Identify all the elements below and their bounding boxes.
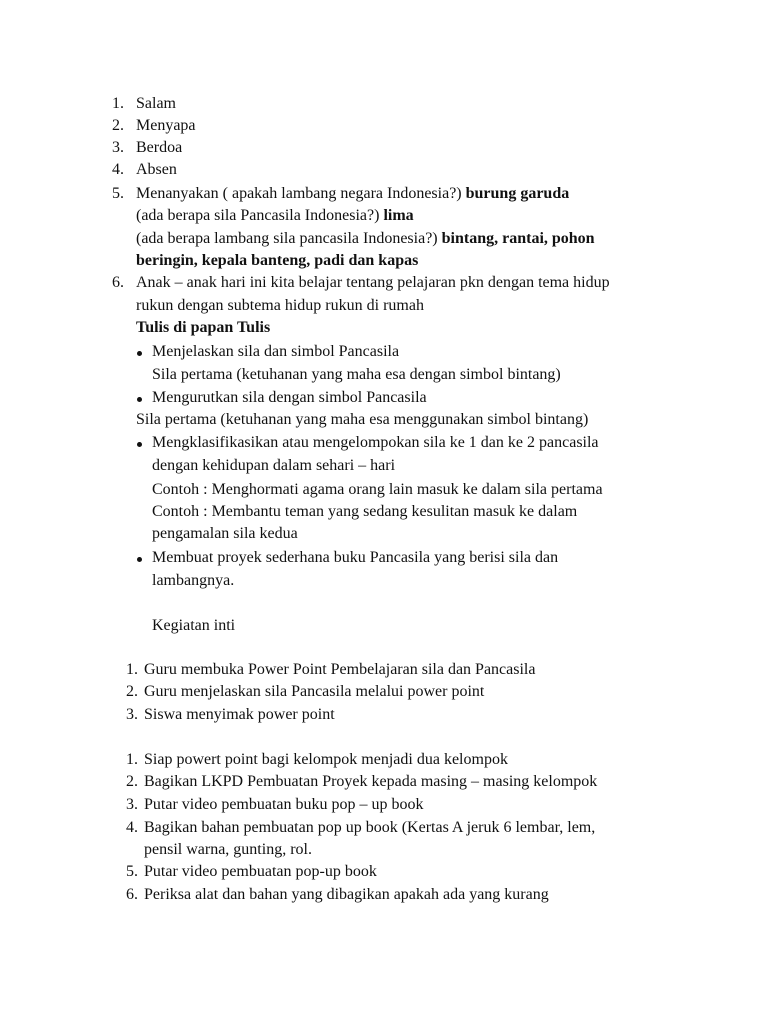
question-text: (ada berapa lambang sila pancasila Indonesia?) [136, 230, 442, 247]
list-item-continuation: rukun dengan subtema hidup rukun di rumah [136, 297, 424, 314]
list-item: Bagikan bahan pembuatan pop up book (Kertas A jeruk 6 lembar, lem, [144, 819, 596, 836]
list-item: Anak – anak hari ini kita belajar tentang pelajaran pkn dengan tema hidup [136, 274, 610, 291]
list-item-continuation [136, 250, 418, 272]
bullet-item: Mengklasifikasikan atau mengelompokan sila ke 1 dan ke 2 pancasila [152, 434, 599, 451]
bullet-item-continuation: Sila pertama (ketuhanan yang maha esa dengan simbol bintang) [152, 366, 561, 383]
list-item: Siswa menyimak power point [144, 706, 335, 723]
list-number: 1. [112, 95, 124, 112]
list-item-continuation [136, 228, 595, 250]
list-item: Periksa alat dan bahan yang dibagikan apakah ada yang kurang [144, 886, 549, 903]
list-item: Bagikan LKPD Pembuatan Proyek kepada masing – masing kelompok [144, 773, 598, 790]
question-text: Menanyakan ( apakah lambang negara Indonesia?) [136, 185, 466, 202]
list-number: 6. [126, 886, 138, 903]
list-item: Putar video pembuatan buku pop – up book [144, 796, 424, 813]
bullet-item-continuation: lambangnya. [152, 572, 235, 589]
list-number: 1. [126, 661, 138, 678]
list-item: Siap powert point bagi kelompok menjadi dua kelompok [144, 751, 508, 768]
list-number: 2. [126, 683, 138, 700]
list-item: Salam [136, 95, 176, 112]
bullet-icon [137, 351, 142, 356]
list-item: Menyapa [136, 117, 196, 134]
answer-text: lima [383, 207, 414, 224]
list-item-continuation [136, 205, 414, 227]
bullet-item-continuation: pengamalan sila kedua [152, 525, 298, 542]
bullet-icon [137, 397, 142, 402]
bullet-item-continuation: Contoh : Menghormati agama orang lain masuk ke dalam sila pertama [152, 481, 603, 498]
list-number: 6. [112, 274, 124, 291]
list-item-continuation: pensil warna, gunting, rol. [144, 841, 312, 858]
section-heading: Kegiatan inti [152, 617, 236, 634]
list-item: Putar video pembuatan pop-up book [144, 863, 377, 880]
list-number: 4. [112, 161, 124, 178]
list-item: Guru menjelaskan sila Pancasila melalui power point [144, 683, 485, 700]
question-text: (ada berapa sila Pancasila Indonesia?) [136, 207, 384, 224]
list-number: 4. [126, 819, 138, 836]
bullet-item: Membuat proyek sederhana buku Pancasila yang berisi sila dan [152, 549, 559, 566]
bullet-icon [137, 557, 142, 562]
list-number: 2. [126, 773, 138, 790]
bullet-item-continuation: dengan kehidupan dalam sehari – hari [152, 457, 396, 474]
bullet-item-continuation: Contoh : Membantu teman yang sedang kesulitan masuk ke dalam [152, 503, 578, 520]
bullet-icon [137, 442, 142, 447]
answer-text: burung garuda [465, 185, 570, 202]
list-number: 5. [126, 863, 138, 880]
list-item: Absen [136, 161, 177, 178]
answer-text: beringin, kepala banteng, padi dan kapas [136, 252, 419, 269]
list-item: Berdoa [136, 139, 183, 156]
bullet-item-continuation: Sila pertama (ketuhanan yang maha esa menggunakan simbol bintang) [136, 411, 589, 428]
bullet-item: Mengurutkan sila dengan simbol Pancasila [152, 389, 427, 406]
list-item [136, 183, 569, 205]
list-number: 2. [112, 117, 124, 134]
list-number: 3. [112, 139, 124, 156]
list-number: 3. [126, 796, 138, 813]
bullet-item: Menjelaskan sila dan simbol Pancasila [152, 343, 400, 360]
list-item: Guru membuka Power Point Pembelajaran sila dan Pancasila [144, 661, 536, 678]
list-number: 5. [112, 185, 124, 202]
list-number: 3. [126, 706, 138, 723]
list-number: 1. [126, 751, 138, 768]
answer-text: bintang, rantai, pohon [441, 230, 595, 247]
section-heading: Tulis di papan Tulis [136, 319, 271, 336]
